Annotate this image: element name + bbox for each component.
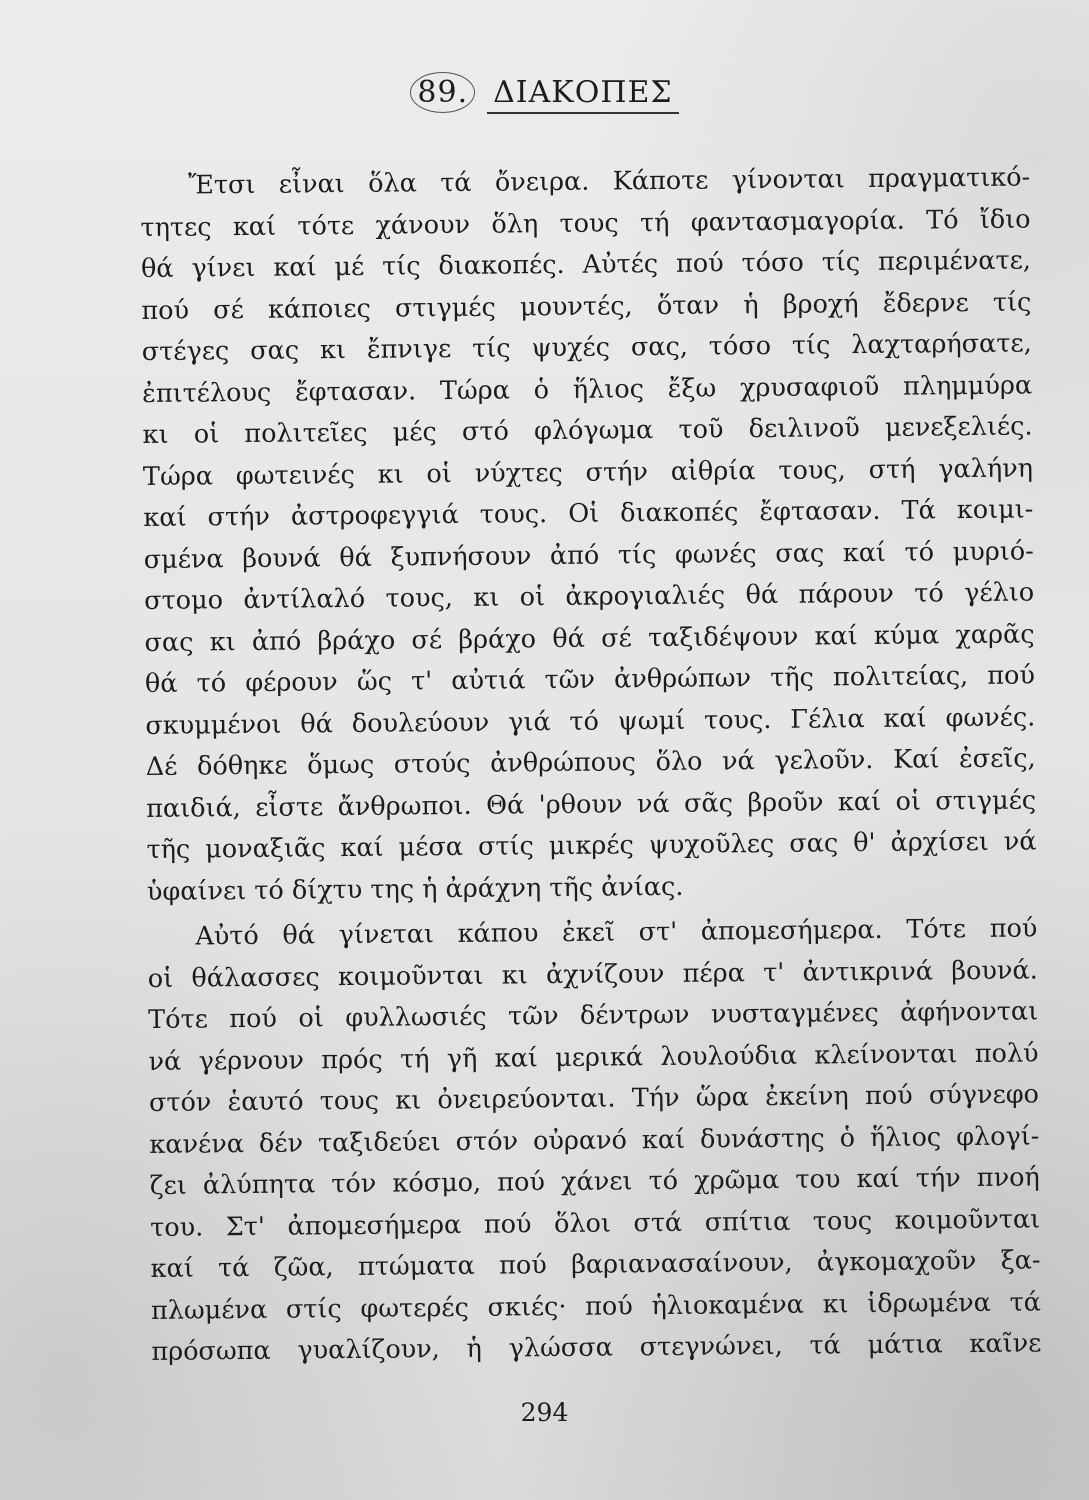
text-line: νά γέρνουν πρός τή γῆ καί μερικά λουλούδια κλείνονται πολύ [148,1037,1039,1077]
text-line: κι οἱ πολιτεῖες μές στό φλόγωμα τοῦ δειλινοῦ μενεξελιές. [142,411,1033,450]
page-number: 294 [520,1398,569,1427]
text-line: θά γίνει καί μέ τίς διακοπές. Αὐτές πού τόσο τίς περιμένατε, [140,245,1032,284]
text-line: ὑφαίνει τό δίχτυ της ἡ ἀράχνη τῆς ἀνίας. [146,871,684,907]
text-line: τῆς μοναξιᾶς καί μέσα στίς μικρές ψυχοῦλες σας θ' ἀρχίσει νά [146,826,1037,865]
chapter-heading [0,72,1089,114]
text-line: θά τό φέρουν ὥς τ' αὐτιά τῶν ἀνθρώπων τῆς πολιτείας, πού [144,660,1036,699]
text-line: πού σέ κάποιες στιγμές μουντές, ὅταν ἡ βροχή ἔδερνε τίς [141,286,1032,326]
text-line: καί στήν ἀστροφεγγιά τους. Οἱ διακοπές ἔφτασαν. Τά κοιμι- [143,494,1034,533]
text-line: Δέ δόθηκε ὅμως στούς ἀνθρώπους ὅλο νά γελοῦν. Καί ἐσεῖς, [145,743,1036,782]
text-line: του. Στ' ἀπομεσήμερα πού ὅλοι στά σπίτια τους κοιμοῦνται [150,1203,1041,1243]
text-line: σας κι ἀπό βράχο σέ βράχο θά σέ ταξιδέψουν καί κύμα χαρᾶς [144,618,1035,658]
text-line: πρόσωπα γυαλίζουν, ἡ γλώσσα στεγνώνει, τά μάτια καῖνε [151,1328,1042,1367]
chapter-number: 89. [410,72,475,113]
text-line: τητες καί τότε χάνουν ὅλη τους τή φαντασμαγορία. Τό ἴδιο [140,203,1031,243]
text-line: σκυμμένοι θά δουλεύουν γιά τό ψωμί τους. Γέλια καί φωνές. [145,701,1036,741]
text-line: ζει ἀλύπητα τόν κόσμο, πού χάνει τό χρῶμα του καί τήν πνοή [149,1162,1040,1201]
text-line: σμένα βουνά θά ξυπνήσουν ἀπό τίς φωνές σας καί τό μυριό- [143,535,1034,575]
text-line: στόν ἑαυτό τους κι ὀνειρεύονται. Τήν ὥρα ἐκείνη πού σύγνεφο [148,1079,1040,1118]
chapter-title: ΔΙΑΚΟΠΕΣ [487,75,678,114]
text-line: κανένα δέν ταξιδεύει στόν οὐρανό καί δυνάστης ὁ ἥλιος φλογί- [149,1120,1040,1160]
paragraph-2 [147,908,1041,1373]
text-line: καί τά ζῶα, πτώματα πού βαριανασαίνουν, ἀγκομαχοῦν ξα- [150,1245,1041,1284]
text-line: Τώρα φωτεινές κι οἱ νύχτες στήν αἰθρία τους, στή γαλήνη [142,452,1034,492]
text-line: Ἔτσι εἶναι ὅλα τά ὄνειρα. Κάποτε γίνονται πραγματικό- [188,162,1031,201]
body-text [140,157,1042,1373]
text-line: Τότε πού οἱ φυλλωσιές τῶν δέντρων νυσταγμένες ἀφήνονται [148,996,1039,1035]
text-line: οἱ θάλασσες κοιμοῦνται κι ἀχνίζουν πέρα τ' ἀντικρινά βουνά. [147,954,1038,994]
text-line: στέγες σας κι ἔπνιγε τίς ψυχές σας, τόσο τίς λαχταρήσατε, [141,328,1032,367]
text-line: παιδιά, εἶστε ἄνθρωποι. Θά 'ρθουν νά σᾶς βροῦν καί οἱ στιγμές [146,784,1037,824]
text-line: ἐπιτέλους ἔφτασαν. Τώρα ὁ ἥλιος ἔξω χρυσαφιοῦ πλημμύρα [142,369,1033,409]
text-line: Αὐτό θά γίνεται κάπου ἐκεῖ στ' ἀπομεσήμερα. Τότε πού [195,913,1038,952]
text-line: στομο ἀντίλαλό τους, κι οἱ ἀκρογιαλιές θά πάρουν τό γέλιο [144,577,1035,616]
paragraph-1 [140,157,1037,913]
text-line: πλωμένα στίς φωτερές σκιές· πού ἡλιοκαμένα κι ἱδρωμένα τά [150,1286,1042,1326]
